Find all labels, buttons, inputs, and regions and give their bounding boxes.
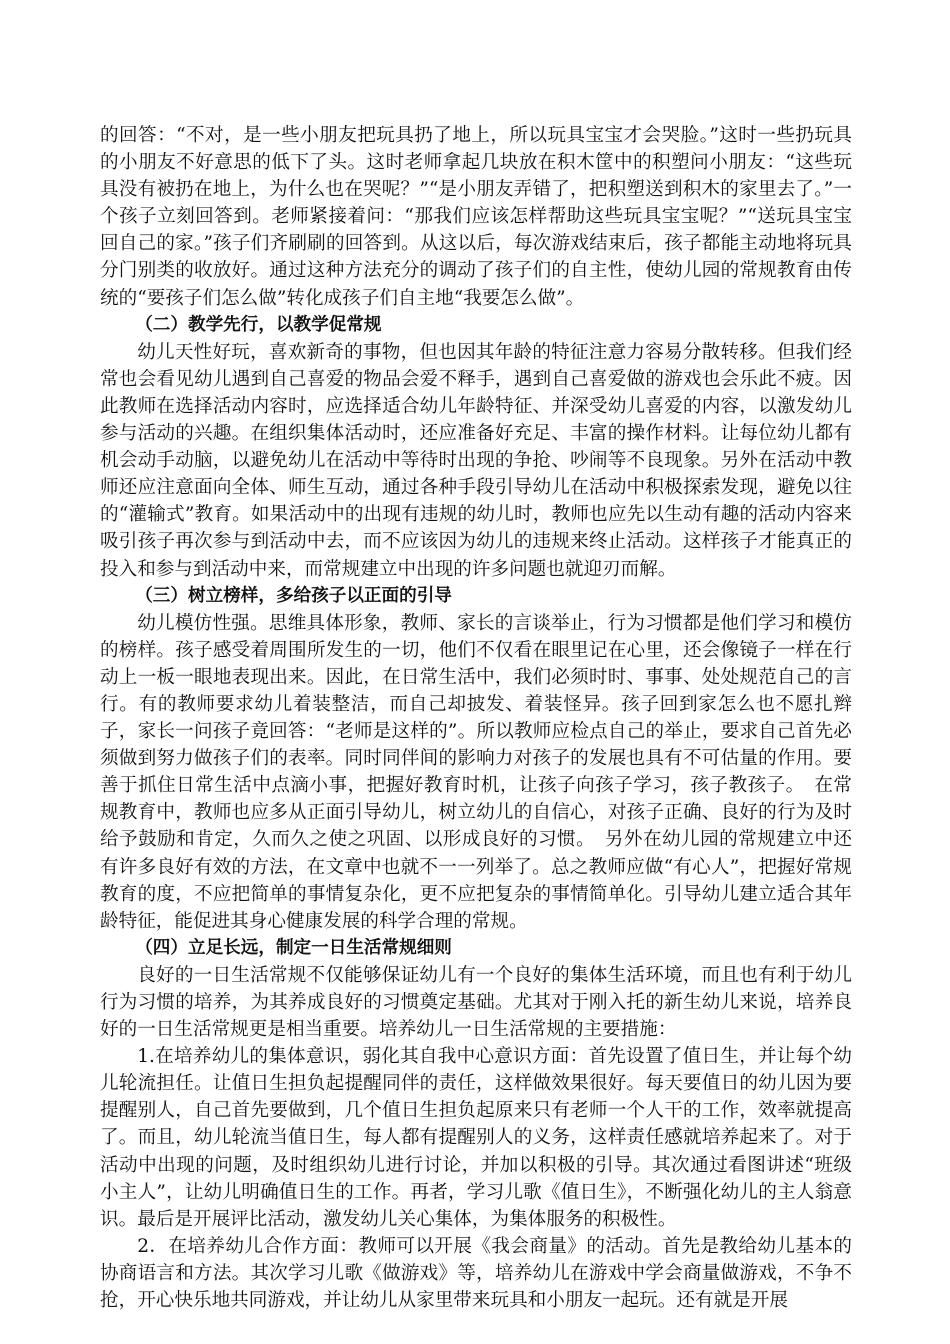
- paragraph-role-model: 幼儿模仿性强。思维具体形象，教师、家长的言谈举止，行为习惯都是他们学习和模仿的榜样。孩子感受着周围所发生的一切，他们不仅看在眼里记在心里，还会像镜子一样在行动上一板一眼地表现出来。因此，在日常生活中，我们必须时时、事事、处处规范自己的言行。有的教师要求幼儿着装整洁，而自己却披发、着装怪异。孩子回到家怎么也不愿扎辫子，家长一问孩子竟回答：“老师是这样的”。所以教师应检点自己的举止，要求自己首先必须做到努力做孩子们的表率。同时同伴间的影响力对孩子的发展也具有不可估量的作用。要善于抓住日常生活中点滴小事，把握好教育时机，让孩子向孩子学习，孩子教孩子。 在常规教育中，教师也应多从正面引导幼儿，树立幼儿的自信心，对孩子正确、良好的行为及时给予鼓励和肯定，久而久之使之巩固、以形成良好的习惯。 另外在幼儿园的常规建立中还有许多良好有效的方法，在文章中也就不一一列举了。总之教师应做“有心人”，把握好常规教育的度，不应把简单的事情复杂化，更不应把复杂的事情简单化。引导幼儿建立适合其年龄特征，能促进其身心健康发展的科学合理的常规。: [100, 612, 852, 932]
- section-heading-4: （四）立足长远，制定一日生活常规细则: [135, 937, 452, 958]
- section-heading-3: （三）树立榜样，多给孩子以正面的引导: [135, 585, 452, 606]
- section-heading-2: （二）教学先行，以教学促常规: [135, 314, 382, 335]
- paragraph-continuation: 的回答：“不对，是一些小朋友把玩具扔了地上，所以玩具宝宝才会哭脸。”这时一些扔玩具的小朋友不好意思的低下了头。这时老师拿起几块放在积木筐中的积塑问小朋友：“这些玩具没有被扔在地上，为什么也在哭呢？”“是小朋友弄错了，把积塑送到积木的家里去了。”一个孩子立刻回答到。老师紧接着问：“那我们应该怎样帮助这些玩具宝宝呢？”“送玩具宝宝回自己的家。”孩子们齐刷刷的回答到。从这以后，每次游戏结束后，孩子都能主动地将玩具分门别类的收放好。通过这种方法充分的调动了孩子们的自主性，使幼儿园的常规教育由传统的“要孩子们怎么做”转化成孩子们自主地“我要怎么做”。: [100, 125, 852, 309]
- list-item-collective-awareness: 1.在培养幼儿的集体意识，弱化其自我中心意识方面：首先设置了值日生，并让每个幼儿轮流担任。让值日生担负起提醒同伴的责任，这样做效果很好。每天要值日的幼儿因为要提醒别人，自己首先要做到，几个值日生担负起原来只有老师一个人干的工作，效率就提高了。而且，幼儿轮流当值日生，每人都有提醒别人的义务，这样责任感就培养起来了。对于活动中出现的问题，及时组织幼儿进行讨论，并加以积极的引导。其次通过看图讲述“班级小主人”，让幼儿明确值日生的工作。再者，学习儿歌《值日生》，不断强化幼儿的主人翁意识。最后是开展评比活动，激发幼儿关心集体，为集体服务的积极性。: [100, 1046, 852, 1230]
- paragraph-daily-routine: 良好的一日生活常规不仅能够保证幼儿有一个良好的集体生活环境，而且也有利于幼儿行为习惯的培养，为其养成良好的习惯奠定基础。尤其对于刚入托的新生幼儿来说，培养良好的一日生活常规更是相当重要。培养幼儿一日生活常规的主要措施：: [100, 964, 852, 1041]
- document-page: [100, 122, 852, 1314]
- list-item-cooperation: 2．在培养幼儿合作方面：教师可以开展《我会商量》的活动。首先是教给幼儿基本的协商语言和方法。其次学习儿歌《做游戏》等，培养幼儿在游戏中学会商量做游戏，不争不抢，开心快乐地共同游戏，并让幼儿从家里带来玩具和小朋友一起玩。还有就是开展: [100, 1235, 852, 1312]
- paragraph-teaching: 幼儿天性好玩，喜欢新奇的事物，但也因其年龄的特征注意力容易分散转移。但我们经常也会看见幼儿遇到自己喜爱的物品会爱不释手，遇到自己喜爱做的游戏也会乐此不疲。因此教师在选择活动内容时，应选择适合幼儿年龄特征、并深受幼儿喜爱的内容，以激发幼儿参与活动的兴趣。在组织集体活动时，还应准备好充足、丰富的操作材料。让每位幼儿都有机会动手动脑，以避免幼儿在活动中等待时出现的争抢、吵闹等不良现象。另外在活动中教师还应注意面向全体、师生互动，通过各种手段引导幼儿在活动中积极探索发现，避免以往的“灌输式”教育。如果活动中的出现有违规的幼儿时，教师也应先以生动有趣的活动内容来吸引孩子再次参与到活动中去，而不应该因为幼儿的违规来终止活动。这样孩子才能真正的投入和参与到活动中来，而常规建立中出现的许多问题也就迎刃而解。: [100, 341, 852, 580]
